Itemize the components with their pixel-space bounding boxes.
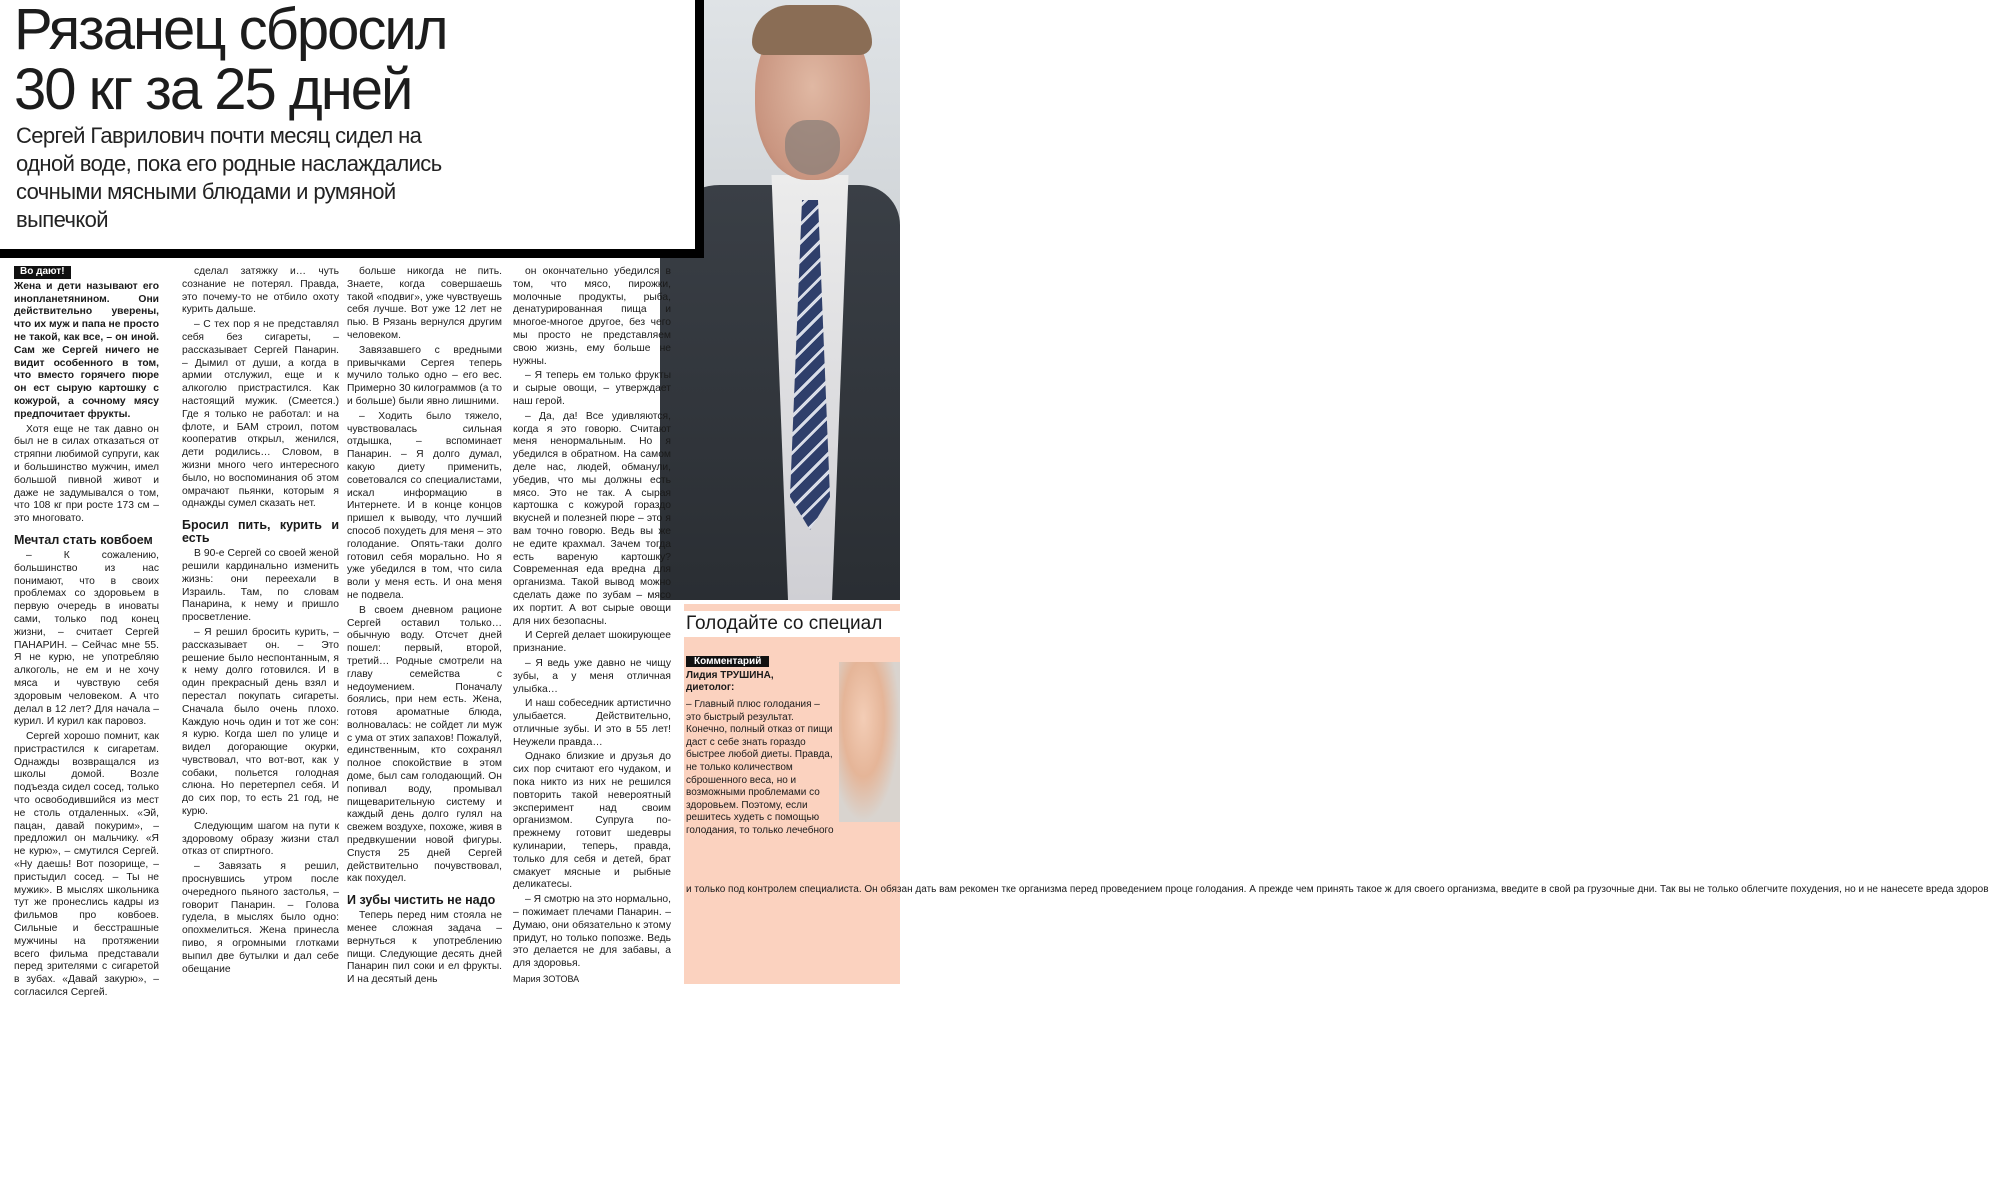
column-4 <box>513 266 671 1186</box>
paragraph: Сергей хорошо помнит, как пристрастился к сигаретам. Однажды возвращался из школы домой. Возле подъезда сидел сосед, только что освободившийся из мест не столь отдаленных. «Эй, пацан, давай покурим», – предложил он мальчику. «Я не курю», – смутился Сергей. «Ну даешь! Вот позорище, – пристыдил сосед. – Ты не мужик». В мыслях школьника тут же пронеслись кадры из фильмов про ковбоев. Сильные и бесстрашные мужчины на протяжении всего фильма представали перед зрителями с сигаретой в зубах. «Давай закурю», – согласился Сергей. <box>14 731 159 999</box>
intro-paragraph: Жена и дети называют его инопланетянином. Они действительно уверены, что их муж и папа не просто не такой, как все, – он иной. Сам же Сергей ничего не видит особенного в том, что вместо горячего пюре он ест сырую картошку с кожурой, а сочному мясу предпочитает фрукты. <box>14 280 159 420</box>
paragraph: больше никогда не пить. Знаете, когда совершаешь такой «подвиг», уже чувствуешь себя лучше. Вот уже 12 лет не пью. В Рязань вернулся другим человеком. <box>347 266 502 341</box>
paragraph: И Сергей делает шокирующее признание. <box>513 630 671 655</box>
expert-comment-box <box>684 604 1989 984</box>
paragraph: Следующим шагом на пути к здоровому образу жизни стал отказ от спиртного. <box>182 820 339 858</box>
comment-label: Комментарий <box>686 656 769 667</box>
sidebar-title: Голодайте со специал <box>684 611 926 637</box>
paragraph: В 90-е Сергей со своей женой решили кардинально изменить жизнь: они переехали в Израиль. Там, по словам Панарина, к нему и пришло просветление. <box>182 548 339 624</box>
paragraph: Завязавшего с вредными привычками Сергея теперь мучило только одно – его вес. Примерно 30 килограммов (а то и больше) были явно лишними. <box>347 344 502 407</box>
paragraph: – Я теперь ем только фрукты и сырые овощи, – утверждает наш герой. <box>513 370 671 407</box>
rubric-label: Во дают! <box>14 266 71 279</box>
paragraph: Однако близкие и друзья до сих пор считают его чудаком, и пока никто из них не решился повторить такой невероятный эксперимент над своим организмом. Супруга по-прежнему готовит шедевры кулинарии, теперь, правда, только для себя и детей, брат смакует мясные и рыбные деликатесы. <box>513 751 671 891</box>
paragraph: И наш собеседник артистично улыбается. Действительно, отличные зубы. И это в 55 лет! Неужели правда… <box>513 698 671 748</box>
paragraph: – Да, да! Все удивляются, когда я это говорю. Считают меня ненормальным. Но я убедился в обратном. На самом деле нас, людей, обманули, убедив, что мы должны есть мясо. Это не так. А сырая картошка с кожурой гораздо вкусней и полезней пюре – это я вам точно говорю. Ведь вы же не едите крахмал. Зачем тогда есть вареную картошку? Современная еда вредна для организма. Такой вывод можно сделать даже по зубам – мясо их портит. А вот сырые овощи для них безопасны. <box>513 410 671 627</box>
paragraph: – С тех пор я не представлял себя без сигареты, – рассказывает Сергей Панарин. – Дымил от души, а когда в армии отслужил, еще и к алкоголю пристрастился. Как настоящий мужик. (Смеется.) Где я только не работал: и на флоте, и БАМ строил, потом кооператив открыл, женился, дети родились… Словом, в жизни много чего интересного было, но воспоминания об этом омрачают пьянки, которым я однажды сумел сказать нет. <box>182 319 339 510</box>
subheading: Мечтал стать ковбоем <box>14 532 153 547</box>
paragraph: Теперь перед ним стояла не менее сложная задача – вернуться к употреблению пищи. Следующие десять дней Панарин пил соки и ел фрукты. И на десятый день <box>347 910 502 986</box>
paragraph: – Я ведь уже давно не чищу зубы, а у меня отличная улыбка… <box>513 657 671 695</box>
headline-line-1: Рязанец сбросил <box>14 0 447 62</box>
sidebar-photo <box>839 662 900 822</box>
paragraph: – Я смотрю на это нормально, – пожимает плечами Панарин. – Думаю, они обязательно к этому придут, но только попозже. Ведь это делается не для забавы, а для здоровья. <box>513 894 671 970</box>
paragraph: сделал затяжку и… чуть сознание не потерял. Правда, это почему-то не отбило охоту курить дальше. <box>182 266 339 316</box>
headline <box>14 0 674 120</box>
paragraph: он окончательно убедился в том, что мясо, пирожки, молочные продукты, рыба, денатурированная пища и многое-многое другое, без чего мы просто не представляем свою жизнь, ему больше не нужны. <box>513 266 671 367</box>
expert-byline <box>686 670 826 694</box>
paragraph: – Я решил бросить курить, – рассказывает он. – Это решение было неспонтанным, я к нему долго готовился. И в один прекрасный день взял и перестал покупать сигареты. Сначала было очень плохо. Каждую ночь один и тот же сон: я курю. Когда шел по улице и видел догорающие окурки, чувствовал, что вот-вот, как у собаки, польется голодная слюна. Но перетерпел себя. И до сих пор, то есть 21 год, не курю. <box>182 626 339 818</box>
photo-beard <box>785 120 840 175</box>
paragraph: Хотя еще не так давно он был не в силах отказаться от стряпни любимой супруги, как и большинство мужчин, имел большой пивной живот и даже не задумывался о том, что 108 кг при росте 173 см – это многовато. <box>14 423 159 525</box>
column-1 <box>14 266 159 1186</box>
column-3 <box>347 266 502 1186</box>
paragraph: – Ходить было тяжело, чувствовалась сильная отдышка, – вспоминает Панарин. – Я долго думал, какую диету применить, советовался со специалистами, искал информацию в Интернете. И в конце концов пришел к выводу, что лучший способ похудеть для меня – это голодание. Опять-таки долго готовил себя морально. Но я уже убедился в том, что сила воли у меня есть. И она меня не подвела. <box>347 410 502 601</box>
headline-line-2: 30 кг за 25 дней <box>14 57 412 122</box>
expert-name: Лидия ТРУШИНА, <box>686 670 774 681</box>
column-2 <box>182 266 339 1186</box>
comment-text: – Главный плюс голодания – это быстрый результат. Конечно, полный отказ от пищи даст с себе знать гораздо быстрее любой диеты. Правда, не только количеством сброшенного веса, но и возможными проблемами со здоровьем. Поэтому, если решитесь худеть с помощью голодания, то только лечебного <box>686 699 834 836</box>
photo-hair <box>752 5 872 55</box>
paragraph: – К сожалению, большинство из нас понимают, что в своих проблемах со здоровьем в первую очередь в иноваты сами, только под конец жизни, – считает Сергей ПАНАРИН. – Сейчас мне 55. Я не курю, не употребляю алкоголь, не ем и не хочу мяса и чувствую себя здоровым человеком. А что делал в 12 лет? Для начала – курил. И курил как паровоз. <box>14 549 159 728</box>
headline-box <box>0 0 704 258</box>
subheading: И зубы чистить не надо <box>347 893 496 908</box>
author-signature: Мария ЗОТОВА <box>513 974 580 985</box>
expert-role: диетолог: <box>686 682 735 693</box>
subheading: Бросил пить, курить и есть <box>182 518 339 546</box>
lead-paragraph: Сергей Гаврилович почти месяц сидел на одной воде, пока его родные наслаждались сочными мясными блюдами и румяной выпечкой <box>16 123 442 232</box>
comment-text-continued: и только под контролем специалиста. Он обязан дать вам рекомен тке организма перед проведением проце голодания. А прежде чем принять такое ж для своего организма, введите в свой ра грузочные дни. Так вы не только облегчите похудения, но и не нанесете вреда здоров <box>686 884 1989 895</box>
paragraph: – Завязать я решил, проснувшись утром после очередного пьяного застолья, – говорит Панарин. – Голова гудела, в мыслях было одно: опохмелиться. Жена принесла пиво, я огромными глотками выпил две бутылки и дал себе обещание <box>182 861 339 975</box>
paragraph: В своем дневном рационе Сергей оставил только… обычную воду. Отсчет дней пошел: первый, второй, третий… Родные смотрели на главу семейства с недоумением. Поначалу боялись, при нем есть. Жена, готовя ароматные блюда, волновалась: не сойдет ли муж с ума от этих запахов! Пожалуй, единственным, кто сохранял полное спокойствие в этом доме, был сам голодающий. Он попивал воду, промывал пищеварительную систему и каждый день долго гулял на свежем воздухе, похоже, живя в предвкушении новой фигуры. Спустя 25 дней Сергей действительно почувствовал, как похудел. <box>347 604 502 885</box>
